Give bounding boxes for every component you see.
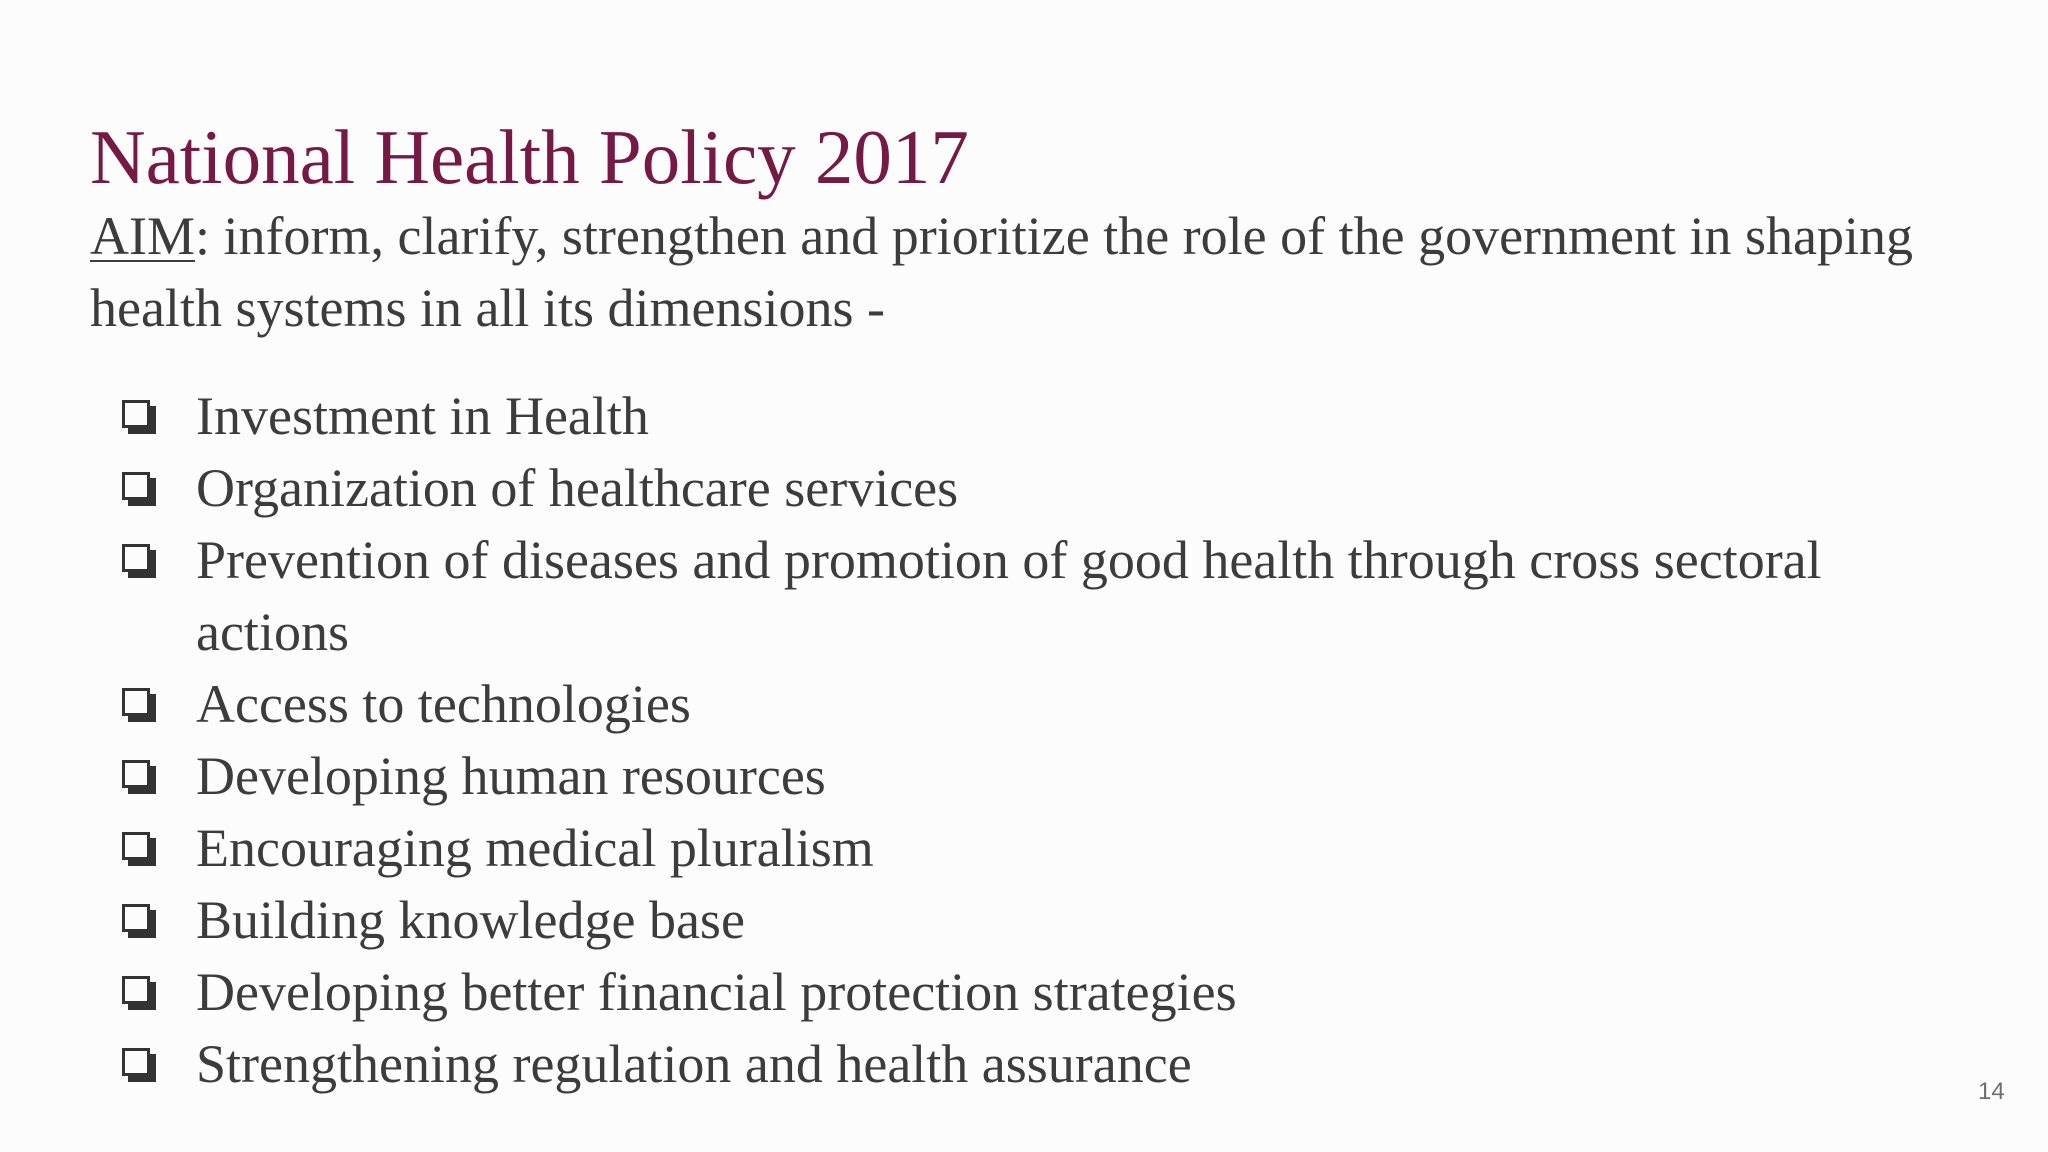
list-item-label: Prevention of diseases and promotion of good health through cross sectoral actions xyxy=(196,530,1822,662)
checkbox-icon xyxy=(118,668,160,740)
list-item xyxy=(118,884,1978,956)
list-item xyxy=(118,380,1978,452)
slide-title: National Health Policy 2017 xyxy=(90,114,969,200)
list-item-label: Developing human resources xyxy=(196,746,826,806)
list-item xyxy=(118,668,1978,740)
list-item xyxy=(118,452,1978,524)
list-item-label: Building knowledge base xyxy=(196,890,745,950)
checkbox-icon xyxy=(118,812,160,884)
list-item xyxy=(118,956,1978,1028)
checkbox-icon xyxy=(118,884,160,956)
checkbox-icon xyxy=(118,740,160,812)
list-item xyxy=(118,1028,1978,1100)
aim-statement xyxy=(90,200,1970,344)
list-item-label: Access to technologies xyxy=(196,674,691,734)
list-item-label: Developing better financial protection strategies xyxy=(196,962,1237,1022)
checkbox-icon xyxy=(118,380,160,452)
aim-text: : inform, clarify, strengthen and prioritize the role of the government in shaping health systems in all its dimensions - xyxy=(90,206,1913,338)
checkbox-icon xyxy=(118,524,160,596)
list-item-label: Investment in Health xyxy=(196,386,649,446)
policy-dimensions-list xyxy=(118,380,1978,1100)
page-number: 14 xyxy=(1978,1078,2005,1105)
checkbox-icon xyxy=(118,956,160,1028)
list-item xyxy=(118,812,1978,884)
checkbox-icon xyxy=(118,1028,160,1100)
list-item-label: Strengthening regulation and health assurance xyxy=(196,1034,1192,1094)
list-item xyxy=(118,524,1978,668)
list-item-label: Encouraging medical pluralism xyxy=(196,818,874,878)
checkbox-icon xyxy=(118,452,160,524)
aim-label: AIM xyxy=(90,206,195,266)
list-item xyxy=(118,740,1978,812)
list-item-label: Organization of healthcare services xyxy=(196,458,959,518)
